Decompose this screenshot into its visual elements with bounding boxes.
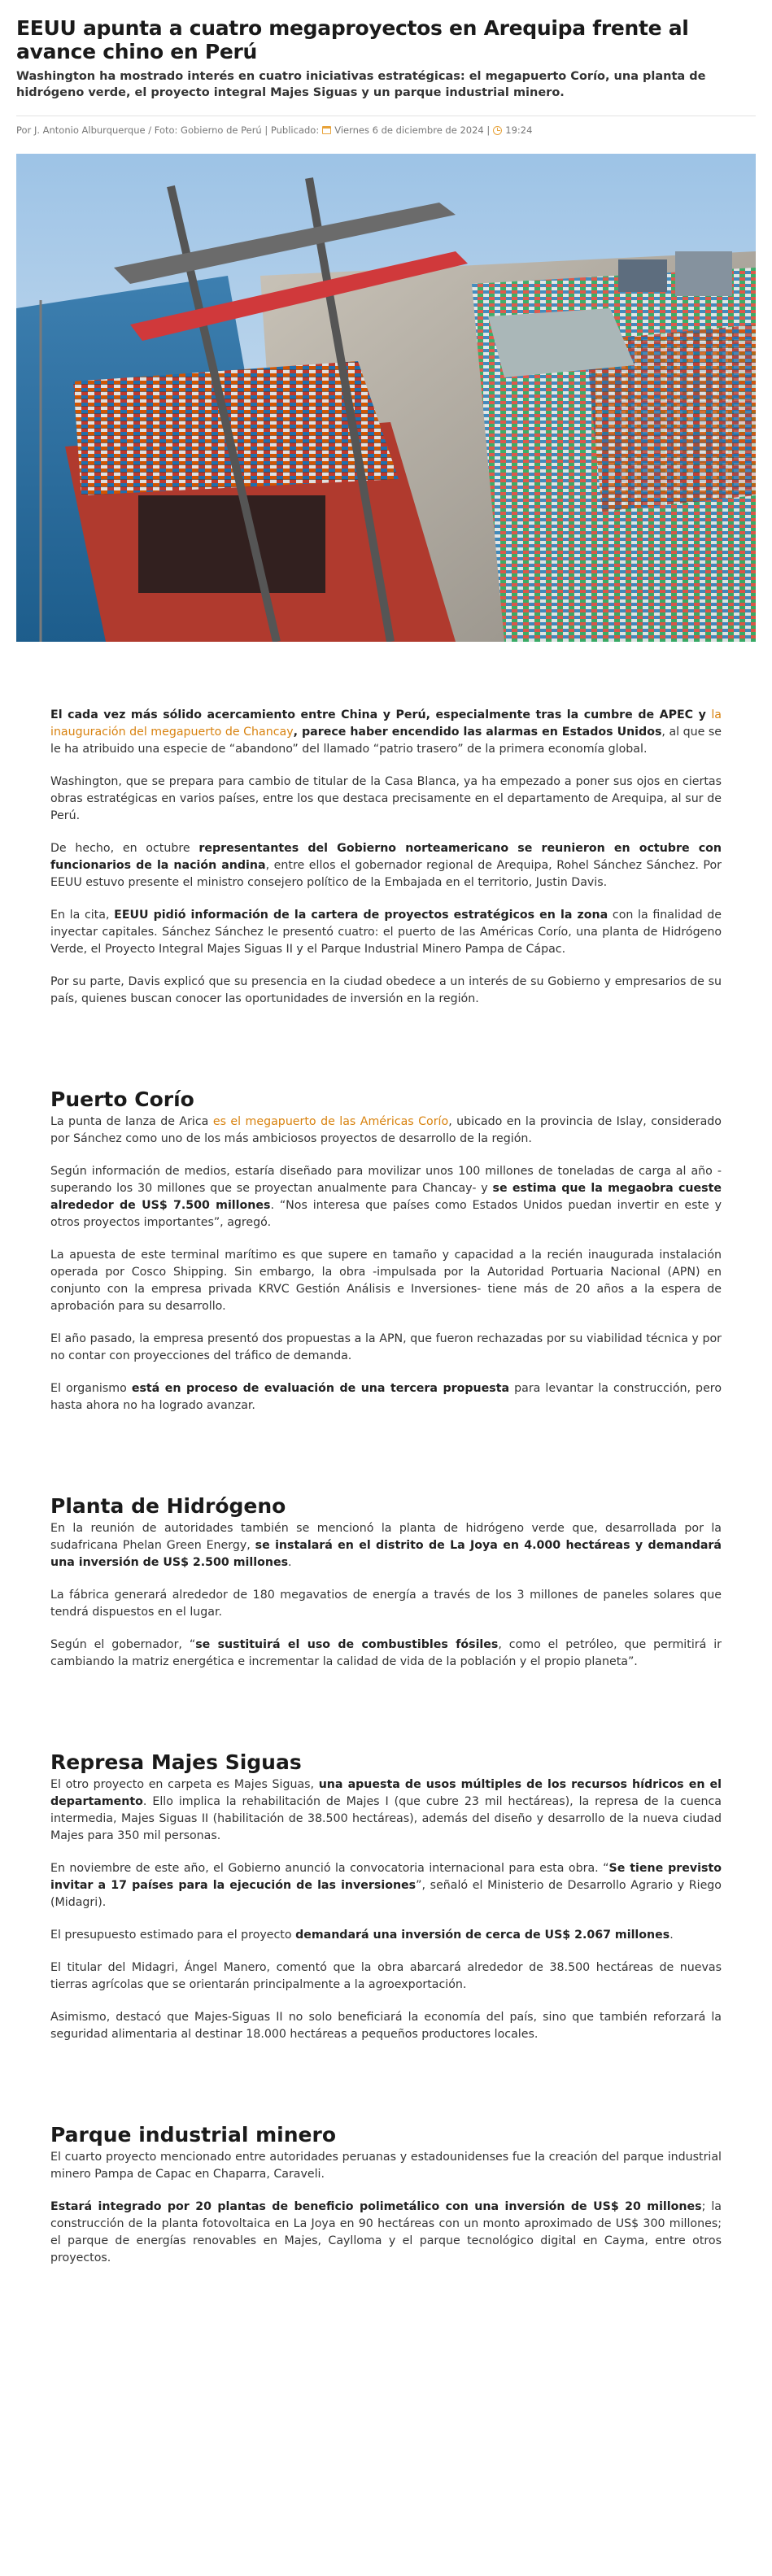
byline-author: Por J. Antonio Alburquerque / Foto: Gobierno de Perú | Publicado:: [16, 124, 320, 136]
section-heading-majes: Represa Majes Siguas: [50, 1750, 302, 1774]
intro-paragraph-4: [50, 907, 722, 958]
hidrogeno-paragraph-2: La fábrica generará alrededor de 180 megavatios de energía a través de los 3 millones de paneles solares que tendrá dispuestos en el lugar.: [50, 1589, 722, 1619]
parque-p2-text: ; la construcción de la planta fotovoltaica en La Joya en 90 hectáreas con un monto aproximado de US$ 300 millones; el parque de energías renovables en Majes, Caylloma y el parque tecnológico digital en Cayma, entre otros proyectos.: [50, 2200, 722, 2264]
p3-bold: representantes del Gobierno norteamericano se reunieron en octubre con funcionarios de la nación andina: [50, 842, 722, 872]
majes-paragraph-4: El titular del Midagri, Ángel Manero, comentó que la obra abarcará alrededor de 38.500 hectáreas de nuevas tierras agrícolas que se orientarán principalmente a la agroexportación.: [50, 1961, 722, 1991]
byline-time: 19:24: [505, 124, 533, 136]
p4-bold: EEUU pidió información de la cartera de proyectos estratégicos en la zona: [114, 909, 608, 922]
hero-image: [16, 154, 756, 642]
majes-p3-text-2: .: [670, 1929, 674, 1942]
section-spacer: [50, 1023, 722, 1087]
puerto-paragraph-2: [50, 1163, 722, 1231]
hid-p1-bold: se instalará en el distrito de La Joya en 4.000 hectáreas y demandará una inversión de US$ 2.500 millones: [50, 1539, 722, 1569]
parque-paragraph-1: El cuarto proyecto mencionado entre autoridades peruanas y estadounidenses fue la creación del parque industrial minero Pampa de Capac en Chaparra, Caraveli.: [50, 2151, 722, 2181]
puerto-paragraph-1: [50, 1114, 722, 1148]
hidrogeno-paragraph-1: [50, 1520, 722, 1571]
majes-p1-bold: una apuesta de usos múltiples de los recursos hídricos en el departamento: [50, 1778, 722, 1808]
puerto-p2-bold: se estima que la megaobra cueste alrededor de US$ 7.500 millones: [50, 1182, 722, 1212]
intro-bold-2: , parece haber encendido las alarmas en Estados Unidos: [293, 726, 662, 739]
byline-date: Viernes 6 de diciembre de 2024 |: [334, 124, 491, 136]
intro-paragraph-5: Por su parte, Davis explicó que su presencia en la ciudad obedece a un interés de su Gobierno y empresarios de su país, quienes buscan conocer las oportunidades de inversión en la región.: [50, 975, 722, 1005]
puerto-p5-bold: está en proceso de evaluación de una tercera propuesta: [131, 1382, 510, 1395]
article-title: EEUU apunta a cuatro megaproyectos en Arequipa frente al avance chino en Perú: [16, 16, 689, 63]
majes-p3-bold: demandará una inversión de cerca de US$ 2.067 millones: [295, 1929, 670, 1942]
p4-text-1: En la cita,: [50, 909, 115, 922]
byline: [16, 123, 756, 137]
puerto-p5-text-2: para levantar la construcción, pero hasta ahora no ha logrado avanzar.: [50, 1382, 722, 1412]
article-header: [0, 0, 772, 137]
clock-icon: [493, 126, 502, 135]
hid-p3-text-2: , como el petróleo, que permitirá ir cambiando la matriz energética e incrementar la calidad de vida de la población y el propio planeta”.: [50, 1638, 722, 1668]
puerto-paragraph-4: El año pasado, la empresa presentó dos propuestas a la APN, que fueron rechazadas por su viabilidad técnica y por no contar con proyecciones del tráfico de demanda.: [50, 1332, 722, 1362]
puerto-paragraph-3: La apuesta de este terminal marítimo es que supere en tamaño y capacidad a la recién inaugurada instalación operada por Cosco Shipping. Sin embargo, la obra -impulsada por la Autoridad Portuaria Nacional (APN) en conjunto con la empresa privada KRVC Gestión Análisis e Inversiones- tiene más de 20 años a la espera de aprobación para su desarrollo.: [50, 1249, 722, 1313]
container-port-photo: [16, 154, 756, 642]
article-body: [0, 707, 772, 2267]
puerto-p2-text-2: . “Nos interesa que países como Estados Unidos puedan invertir en este y otros proyectos importantes”, agregó.: [50, 1199, 722, 1229]
majes-p2-text-1: En noviembre de este año, el Gobierno anunció la convocatoria internacional para esta obra. “: [50, 1862, 609, 1875]
parque-p2-bold: Estará integrado por 20 plantas de beneficio polimetálico con una inversión de US$ 20 millones: [50, 2200, 702, 2213]
corio-link[interactable]: es el megapuerto de las Américas Corío: [212, 1115, 449, 1128]
calendar-icon: [322, 126, 331, 134]
spacer: [0, 642, 772, 707]
intro-bold-1: El cada vez más sólido acercamiento entre China y Perú, especialmente tras la cumbre de APEC y: [50, 708, 712, 721]
puerto-p2-text-1: Según información de medios, estaría diseñado para movilizar unos 100 millones de toneladas de carga al año -superando los 30 millones que se proyectan anualmente para Chancay- y: [50, 1165, 722, 1195]
intro-paragraph-3: [50, 840, 722, 891]
majes-paragraph-1: [50, 1776, 722, 1845]
majes-paragraph-3: [50, 1927, 722, 1944]
section-heading-parque: Parque industrial minero: [50, 2123, 337, 2147]
majes-p2-text-2: ”, señaló el Ministerio de Desarrollo Agrario y Riego (Midagri).: [50, 1879, 722, 1909]
puerto-p1-text-2: , ubicado en la provincia de Islay, considerado por Sánchez como uno de los más ambiciosos proyectos de desarrollo de la región.: [50, 1115, 722, 1145]
hid-p1-text-1: En la reunión de autoridades también se mencionó la planta de hidrógeno verde que, desarrollada por la sudafricana Phelan Green Energy,: [50, 1522, 722, 1552]
section-spacer: [50, 1430, 722, 1494]
p3-text-1: De hecho, en octubre: [50, 842, 199, 855]
majes-p1-text-2: . Ello implica la rehabilitación de Majes I (que cubre 23 mil hectáreas), la represa de la cuenca intermedia, Majes Siguas II (habilitación de 38.500 hectáreas), además del diseño y desarrollo de la nueva ciudad Majes para 350 mil personas.: [50, 1795, 722, 1842]
p3-text-2: , entre ellos el gobernador regional de Arequipa, Rohel Sánchez Sánchez. Por EEUU estuvo presente el ministro consejero político de la Embajada en el territorio, Justin Davis.: [50, 859, 722, 889]
section-spacer: [50, 1686, 722, 1750]
section-spacer: [50, 2059, 722, 2123]
parque-paragraph-2: [50, 2199, 722, 2267]
majes-p2-bold: Se tiene previsto invitar a 17 países para la ejecución de las inversiones: [50, 1862, 722, 1892]
p4-text-2: con la finalidad de inyectar capitales. Sánchez Sánchez le presentó cuatro: el puerto de las Américas Corío, una planta de Hidrógeno Verde, el Proyecto Integral Majes Siguas II y el Parque Industrial Minero Pampa de Cápac.: [50, 909, 722, 956]
intro-paragraph-1: [50, 707, 722, 758]
article-subtitle: Washington ha mostrado interés en cuatro iniciativas estratégicas: el megapuerto Corío, una planta de hidrógeno verde, el proyecto integral Majes Siguas y un parque industrial minero.: [16, 70, 706, 99]
hid-p3-text-1: Según el gobernador, “: [50, 1638, 196, 1651]
hidrogeno-paragraph-3: [50, 1637, 722, 1671]
section-heading-puerto: Puerto Corío: [50, 1087, 194, 1111]
intro-paragraph-2: Washington, que se prepara para cambio de titular de la Casa Blanca, ya ha empezado a poner sus ojos en ciertas obras estratégicas en varios países, entre los que destaca precisamente en el departamento de Arequipa, al sur de Perú.: [50, 775, 722, 822]
majes-p3-text-1: El presupuesto estimado para el proyecto: [50, 1929, 296, 1942]
majes-p1-text-1: El otro proyecto en carpeta es Majes Siguas,: [50, 1778, 319, 1791]
hid-p3-bold: se sustituirá el uso de combustibles fósiles: [195, 1638, 499, 1651]
puerto-paragraph-5: [50, 1380, 722, 1414]
chancay-link[interactable]: la inauguración del megapuerto de Chancay: [50, 708, 722, 739]
puerto-p5-text-1: El organismo: [50, 1382, 132, 1395]
section-heading-hidrogeno: Planta de Hidrógeno: [50, 1494, 286, 1518]
hid-p1-text-2: .: [288, 1556, 292, 1569]
majes-paragraph-2: [50, 1860, 722, 1911]
intro-text-1: , al que se le ha atribuido una especie de “abandono” del llamado “patrio trasero” de la primera economía global.: [50, 726, 722, 756]
puerto-p1-text-1: La punta de lanza de Arica: [50, 1115, 213, 1128]
majes-paragraph-5: Asimismo, destacó que Majes-Siguas II no solo beneficiará la economía del país, sino que también reforzará la seguridad alimentaria al destinar 18.000 hectáreas a pequeños productores locales.: [50, 2011, 722, 2041]
